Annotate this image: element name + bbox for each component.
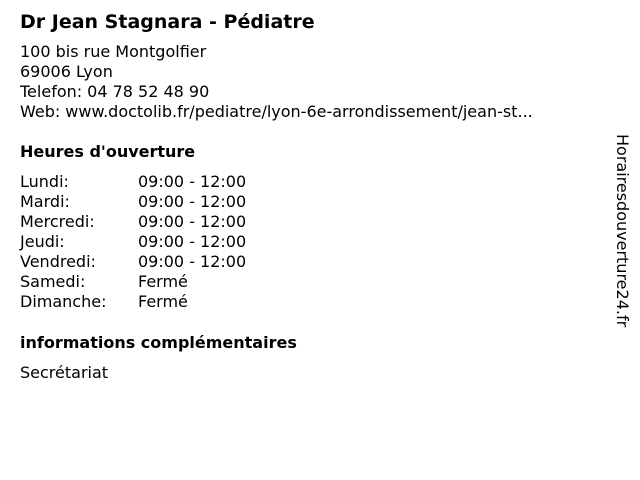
day-label: Mercredi: bbox=[20, 212, 95, 231]
website-link[interactable]: www.doctolib.fr/pediatre/lyon-6e-arrondissement/jean-st... bbox=[65, 102, 533, 121]
opening-hours-heading: Heures d'ouverture bbox=[20, 142, 196, 161]
hours-row-friday bbox=[20, 252, 600, 272]
hours-row-thursday bbox=[20, 232, 600, 252]
doctor-card bbox=[20, 9, 600, 383]
time-value: 09:00 - 12:00 bbox=[138, 232, 247, 251]
day-label: Samedi: bbox=[20, 272, 86, 291]
time-value: 09:00 - 12:00 bbox=[138, 172, 247, 191]
day-label: Lundi: bbox=[20, 172, 69, 191]
day-label: Mardi: bbox=[20, 192, 70, 211]
time-value: Fermé bbox=[138, 272, 188, 291]
page-title: Dr Jean Stagnara - Pédiatre bbox=[20, 11, 315, 33]
additional-info-text: Secrétariat bbox=[20, 363, 109, 382]
phone-label: Telefon: bbox=[20, 82, 83, 101]
time-value: 09:00 - 12:00 bbox=[138, 212, 247, 231]
day-label: Jeudi: bbox=[20, 232, 65, 251]
hours-row-monday bbox=[20, 172, 600, 192]
brand-text: Horairesdouverture24.fr bbox=[613, 134, 632, 328]
hours-row-wednesday bbox=[20, 212, 600, 232]
hours-row-tuesday bbox=[20, 192, 600, 212]
hours-row-saturday bbox=[20, 272, 600, 292]
time-value: Fermé bbox=[138, 292, 188, 311]
street-address: 100 bis rue Montgolfier bbox=[20, 42, 207, 61]
time-value: 09:00 - 12:00 bbox=[138, 252, 247, 271]
web-label: Web: bbox=[20, 102, 61, 121]
web-line bbox=[20, 102, 600, 122]
brand-watermark bbox=[612, 134, 632, 344]
hours-row-sunday bbox=[20, 292, 600, 312]
phone-line bbox=[20, 82, 600, 102]
opening-hours-table bbox=[20, 172, 600, 312]
time-value: 09:00 - 12:00 bbox=[138, 192, 247, 211]
day-label: Vendredi: bbox=[20, 252, 96, 271]
phone-number[interactable]: 04 78 52 48 90 bbox=[87, 82, 210, 101]
day-label: Dimanche: bbox=[20, 292, 107, 311]
address-block bbox=[20, 42, 600, 122]
additional-info-heading: informations complémentaires bbox=[20, 333, 297, 352]
city-line: 69006 Lyon bbox=[20, 62, 113, 81]
